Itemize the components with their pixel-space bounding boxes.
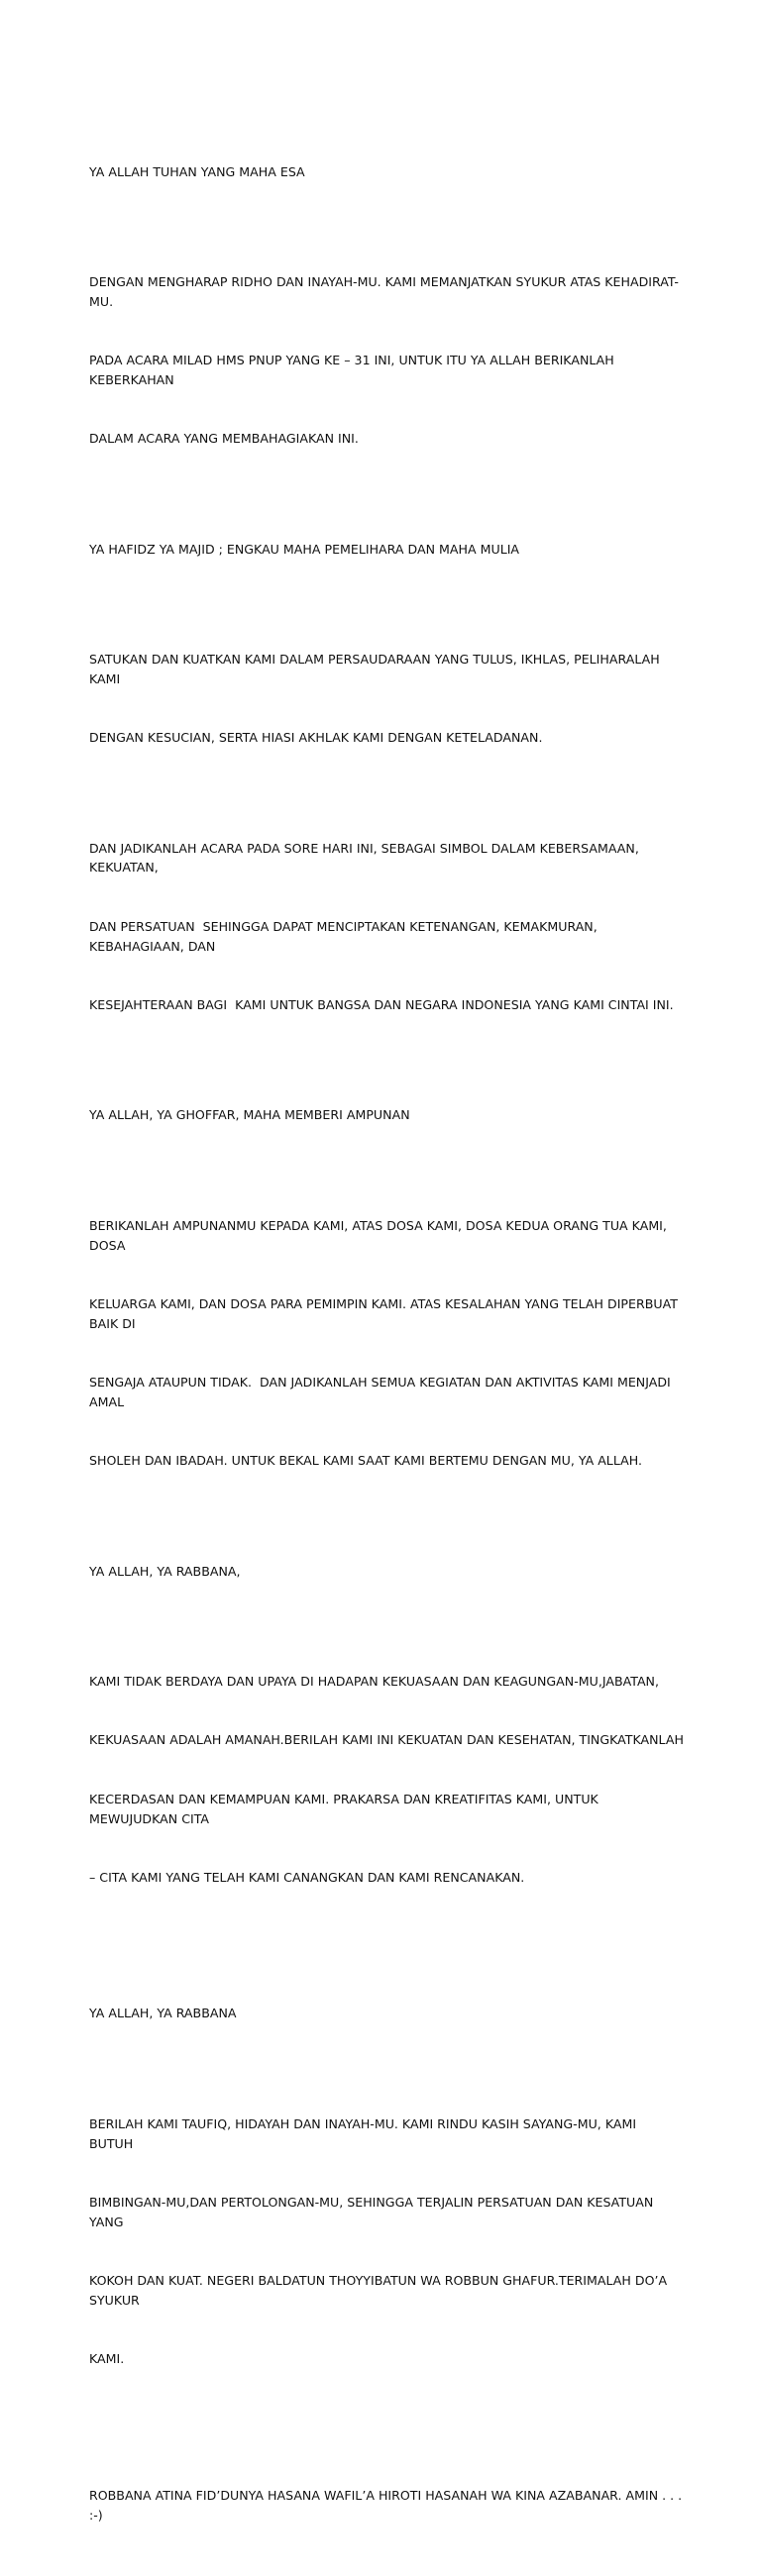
paragraph-line: YA HAFIDZ YA MAJID ; ENGKAU MAHA PEMELIHARA DAN MAHA MULIA (89, 541, 520, 557)
paragraph-line: SATUKAN DAN KUATKAN KAMI DALAM PERSAUDARAAN YANG TULUS, IKHLAS, PELIHARALAH KAMI (89, 652, 664, 686)
paragraph-line: DENGAN MENGHARAP RIDHO DAN INAYAH-MU. KAMI MEMANJATKAN SYUKUR ATAS KEHADIRAT-MU. (89, 273, 679, 309)
paragraph-5 (89, 799, 684, 1054)
paragraph-line: KELUARGA KAMI, DAN DOSA PARA PEMIMPIN KAMI. ATAS KESALAHAN YANG TELAH DIPERBUAT BAIK DI (89, 1295, 682, 1331)
paragraph-12 (89, 2446, 687, 2564)
paragraph-line: SHOLEH DAN IBADAH. UNTUK BEKAL KAMI SAAT KAMI BERTEMU DENGAN MU, YA ALLAH. (89, 1453, 642, 1469)
paragraph-8 (89, 1522, 684, 1620)
paragraph-line: YA ALLAH, YA RABBANA (89, 2006, 237, 2021)
paragraph-line: ROBBANA ATINA FID’DUNYA HASANA WAFIL’A HIROTI HASANAH WA KINA AZABANAR. AMIN . . . :-) (89, 2487, 687, 2523)
paragraph-line: DAN JADIKANLAH ACARA PADA SORE HARI INI, SEBAGAI SIMBOL DALAM KEBERSAMAAN, KEKUATAN, (89, 840, 643, 876)
paragraph-3 (89, 500, 684, 598)
paragraph-line: DAN PERSATUAN SEHINGGA DAPAT MENCIPTAKAN KETENANGAN, KEMAKMURAN, KEBAHAGIAAN, DAN (89, 918, 601, 954)
paragraph-1 (89, 123, 684, 221)
paragraph-11 (89, 2075, 684, 2409)
paragraph-line: YA ALLAH, YA RABBANA, (89, 1563, 241, 1579)
paragraph-line: KECERDASAN DAN KEMAMPUAN KAMI. PRAKARSA DAN KREATIFITAS KAMI, UNTUK MEWUJUDKAN CITA (89, 1791, 602, 1826)
paragraph-7 (89, 1177, 684, 1510)
blank-spacing (89, 1939, 684, 1965)
paragraph-line: BIMBINGAN-MU,DAN PERTOLONGAN-MU, SEHINGGA TERJALIN PERSATUAN DAN KESATUAN YANG (89, 2195, 658, 2229)
paragraph-line: YA ALLAH, YA GHOFFAR, MAHA MEMBERI AMPUNAN (89, 1107, 410, 1123)
paragraph-line: DALAM ACARA YANG MEMBAHAGIAKAN INI. (89, 431, 359, 447)
paragraph-6 (89, 1067, 684, 1165)
paragraph-line: KAMI TIDAK BERDAYA DAN UPAYA DI HADAPAN KEKUASAAN DAN KEAGUNGAN-MU,JABATAN, (89, 1674, 659, 1690)
paragraph-line: KAMI. (89, 2351, 125, 2367)
paragraph-10 (89, 1965, 684, 2063)
paragraph-line: PADA ACARA MILAD HMS PNUP YANG KE – 31 INI, UNTUK ITU YA ALLAH BERIKANLAH KEBERKAHAN (89, 353, 618, 387)
paragraph-line: BERIKANLAH AMPUNANMU KEPADA KAMI, ATAS DOSA KAMI, DOSA KEDUA ORANG TUA KAMI, DOSA (89, 1217, 671, 1253)
paragraph-line: KOKOH DAN KUAT. NEGERI BALDATUN THOYYIBATUN WA ROBBUN GHAFUR.TERIMALAH DO’A SYUKUR (89, 2273, 672, 2308)
paragraph-line: BERILAH KAMI TAUFIQ, HIDAYAH DAN INAYAH-MU. KAMI RINDU KASIH SAYANG-MU, KAMI BUTUH (89, 2115, 641, 2151)
paragraph-line: KESEJAHTERAAN BAGI KAMI UNTUK BANGSA DAN NEGARA INDONESIA YANG KAMI CINTAI INI. (89, 997, 674, 1013)
paragraph-line: SENGAJA ATAUPUN TIDAK. DAN JADIKANLAH SEMUA KEGIATAN DAN AKTIVITAS KAMI MENJADI AMAL (89, 1375, 675, 1409)
paragraph-4 (89, 611, 684, 787)
paragraph-2 (89, 233, 684, 487)
document-body (89, 123, 687, 2576)
paragraph-line: – CITA KAMI YANG TELAH KAMI CANANGKAN DAN KAMI RENCANAKAN. (89, 1870, 525, 1886)
paragraph-line: KEKUASAAN ADALAH AMANAH.BERILAH KAMI INI KEKUATAN DAN KESEHATAN, TINGKATKANLAH (89, 1732, 684, 1748)
paragraph-9 (89, 1633, 684, 1927)
paragraph-line: DENGAN KESUCIAN, SERTA HIASI AKHLAK KAMI DENGAN KETELADANAN. (89, 730, 543, 746)
paragraph-line: YA ALLAH TUHAN YANG MAHA ESA (89, 163, 305, 179)
blank-spacing (89, 2421, 684, 2446)
